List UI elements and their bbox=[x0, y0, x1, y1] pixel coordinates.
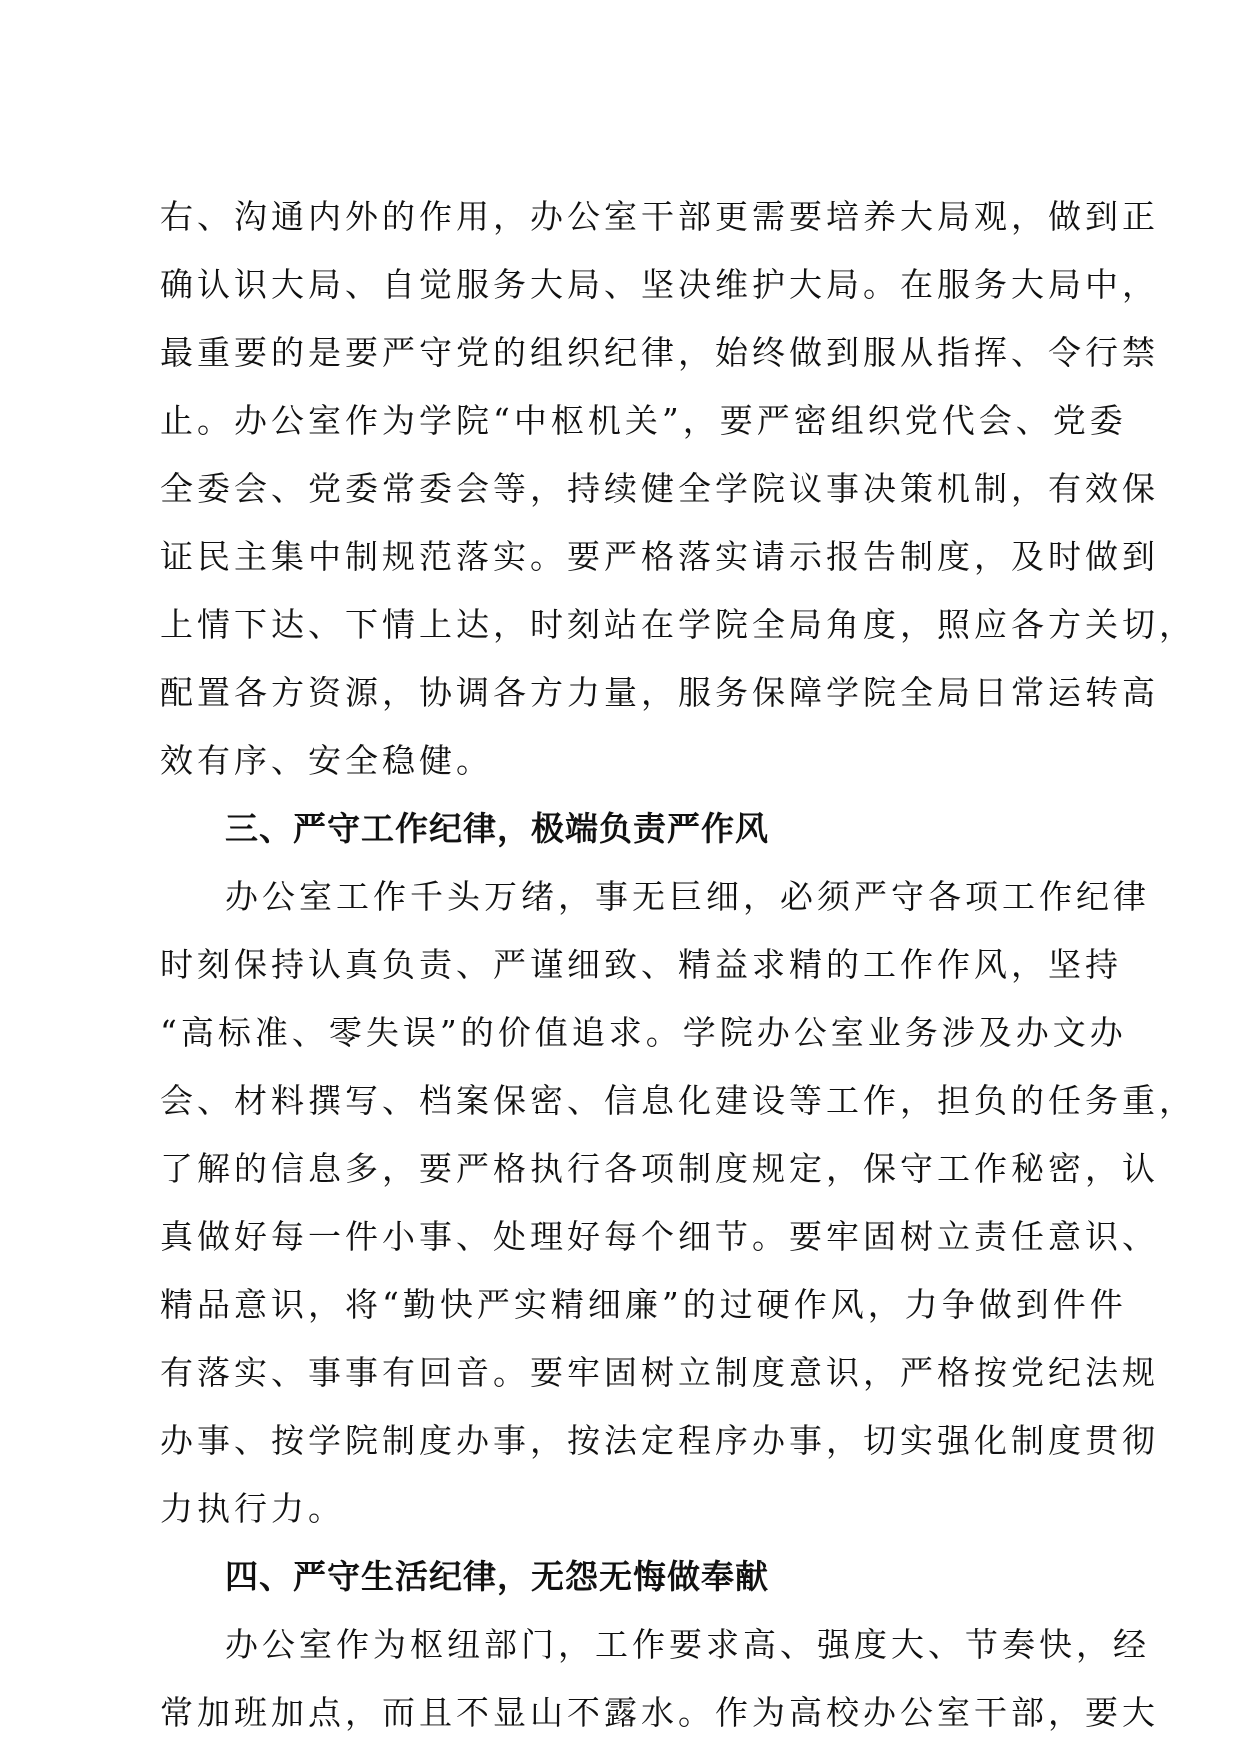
text-line: 时刻保持认真负责、严谨细致、精益求精的工作作风，坚持 bbox=[160, 945, 1122, 984]
text-line: 了解的信息多，要严格执行各项制度规定，保守工作秘密，认 bbox=[160, 1149, 1159, 1188]
paragraph-life-discipline bbox=[160, 1611, 1159, 1747]
document-body bbox=[160, 183, 1196, 1747]
text-line: 右、沟通内外的作用，办公室干部更需要培养大局观，做到正 bbox=[160, 197, 1159, 236]
paragraph-continuation bbox=[160, 183, 1196, 795]
text-line: 有落实、事事有回音。要牢固树立制度意识，严格按党纪法规 bbox=[160, 1353, 1159, 1392]
text-line: 力执行力。 bbox=[160, 1489, 345, 1528]
text-line: 证民主集中制规范落实。要严格落实请示报告制度，及时做到 bbox=[160, 537, 1159, 576]
text-line: 真做好每一件小事、处理好每个细节。要牢固树立责任意识、 bbox=[160, 1217, 1159, 1256]
text-line: “高标准、零失误”的价值追求。学院办公室业务涉及办文办 bbox=[160, 1013, 1127, 1052]
text-line: 最重要的是要严守党的组织纪律，始终做到服从指挥、令行禁 bbox=[160, 333, 1159, 372]
text-line: 精品意识，将“勤快严实精细廉”的过硬作风，力争做到件件 bbox=[160, 1285, 1127, 1324]
text-line: 效有序、安全稳健。 bbox=[160, 741, 493, 780]
section-heading-3: 三、严守工作纪律，极端负责严作风 bbox=[225, 809, 769, 848]
text-line: 办公室作为枢纽部门，工作要求高、强度大、节奏快，经 bbox=[225, 1625, 1150, 1664]
text-line: 办事、按学院制度办事，按法定程序办事，切实强化制度贯彻 bbox=[160, 1421, 1159, 1460]
text-line: 上情下达、下情上达，时刻站在学院全局角度，照应各方关切， bbox=[160, 605, 1196, 644]
text-line: 全委会、党委常委会等，持续健全学院议事决策机制，有效保 bbox=[160, 469, 1159, 508]
text-line: 常加班加点，而且不显山不露水。作为高校办公室干部，要大 bbox=[160, 1693, 1159, 1732]
text-line: 确认识大局、自觉服务大局、坚决维护大局。在服务大局中， bbox=[160, 265, 1159, 304]
text-line: 办公室工作千头万绪，事无巨细，必须严守各项工作纪律 bbox=[225, 877, 1150, 916]
text-line: 止。办公室作为学院“中枢机关”，要严密组织党代会、党委 bbox=[160, 401, 1127, 440]
text-line: 配置各方资源，协调各方力量，服务保障学院全局日常运转高 bbox=[160, 673, 1159, 712]
paragraph-work-discipline bbox=[160, 863, 1196, 1543]
section-heading-4: 四、严守生活纪律，无怨无悔做奉献 bbox=[225, 1557, 769, 1596]
text-line: 会、材料撰写、档案保密、信息化建设等工作，担负的任务重， bbox=[160, 1081, 1196, 1120]
